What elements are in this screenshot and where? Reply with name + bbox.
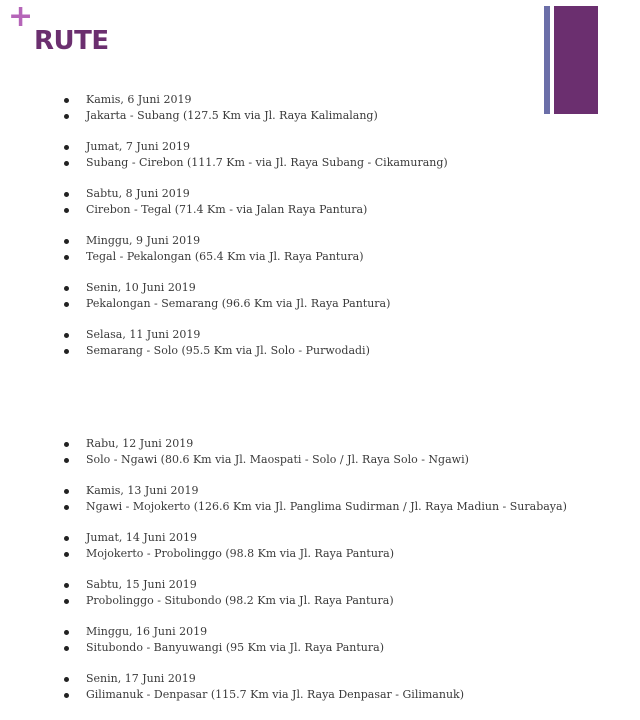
route-date: Minggu, 16 Juni 2019 xyxy=(64,624,567,640)
route-description: Jakarta - Subang (127.5 Km via Jl. Raya Kalimalang) xyxy=(64,108,448,124)
route-description: Gilimanuk - Denpasar (115.7 Km via Jl. Raya Denpasar - Gilimanuk) xyxy=(64,687,567,703)
route-entry xyxy=(64,671,567,702)
route-date: Minggu, 9 Juni 2019 xyxy=(64,233,448,249)
route-entry xyxy=(64,280,448,311)
route-list-second xyxy=(64,436,567,718)
route-description: Probolinggo - Situbondo (98.2 Km via Jl. Raya Pantura) xyxy=(64,593,567,609)
route-entry xyxy=(64,577,567,608)
decorative-bar-thick xyxy=(554,6,598,114)
route-entry xyxy=(64,436,567,467)
decorative-bar-thin xyxy=(544,6,550,114)
route-date: Kamis, 13 Juni 2019 xyxy=(64,483,567,499)
route-entry xyxy=(64,92,448,123)
route-date: Kamis, 6 Juni 2019 xyxy=(64,92,448,108)
route-entry xyxy=(64,139,448,170)
route-description: Semarang - Solo (95.5 Km via Jl. Solo - Purwodadi) xyxy=(64,343,448,359)
route-description: Situbondo - Banyuwangi (95 Km via Jl. Raya Pantura) xyxy=(64,640,567,656)
route-entry xyxy=(64,186,448,217)
route-date: Rabu, 12 Juni 2019 xyxy=(64,436,567,452)
route-date: Senin, 10 Juni 2019 xyxy=(64,280,448,296)
route-list-first xyxy=(64,92,448,374)
page-title: RUTE xyxy=(34,26,109,56)
route-description: Ngawi - Mojokerto (126.6 Km via Jl. Panglima Sudirman / Jl. Raya Madiun - Surabaya) xyxy=(64,499,567,515)
route-description: Mojokerto - Probolinggo (98.8 Km via Jl. Raya Pantura) xyxy=(64,546,567,562)
route-description: Solo - Ngawi (80.6 Km via Jl. Maospati - Solo / Jl. Raya Solo - Ngawi) xyxy=(64,452,567,468)
plus-icon: + xyxy=(8,0,34,34)
route-entry xyxy=(64,233,448,264)
route-date: Sabtu, 8 Juni 2019 xyxy=(64,186,448,202)
route-date: Senin, 17 Juni 2019 xyxy=(64,671,567,687)
route-entry xyxy=(64,483,567,514)
route-description: Subang - Cirebon (111.7 Km - via Jl. Raya Subang - Cikamurang) xyxy=(64,155,448,171)
route-entry xyxy=(64,530,567,561)
route-description: Cirebon - Tegal (71.4 Km - via Jalan Raya Pantura) xyxy=(64,202,448,218)
route-date: Jumat, 7 Juni 2019 xyxy=(64,139,448,155)
route-date: Jumat, 14 Juni 2019 xyxy=(64,530,567,546)
route-entry xyxy=(64,327,448,358)
route-date: Selasa, 11 Juni 2019 xyxy=(64,327,448,343)
route-date: Sabtu, 15 Juni 2019 xyxy=(64,577,567,593)
route-entry xyxy=(64,624,567,655)
route-description: Tegal - Pekalongan (65.4 Km via Jl. Raya Pantura) xyxy=(64,249,448,265)
route-description: Pekalongan - Semarang (96.6 Km via Jl. Raya Pantura) xyxy=(64,296,448,312)
